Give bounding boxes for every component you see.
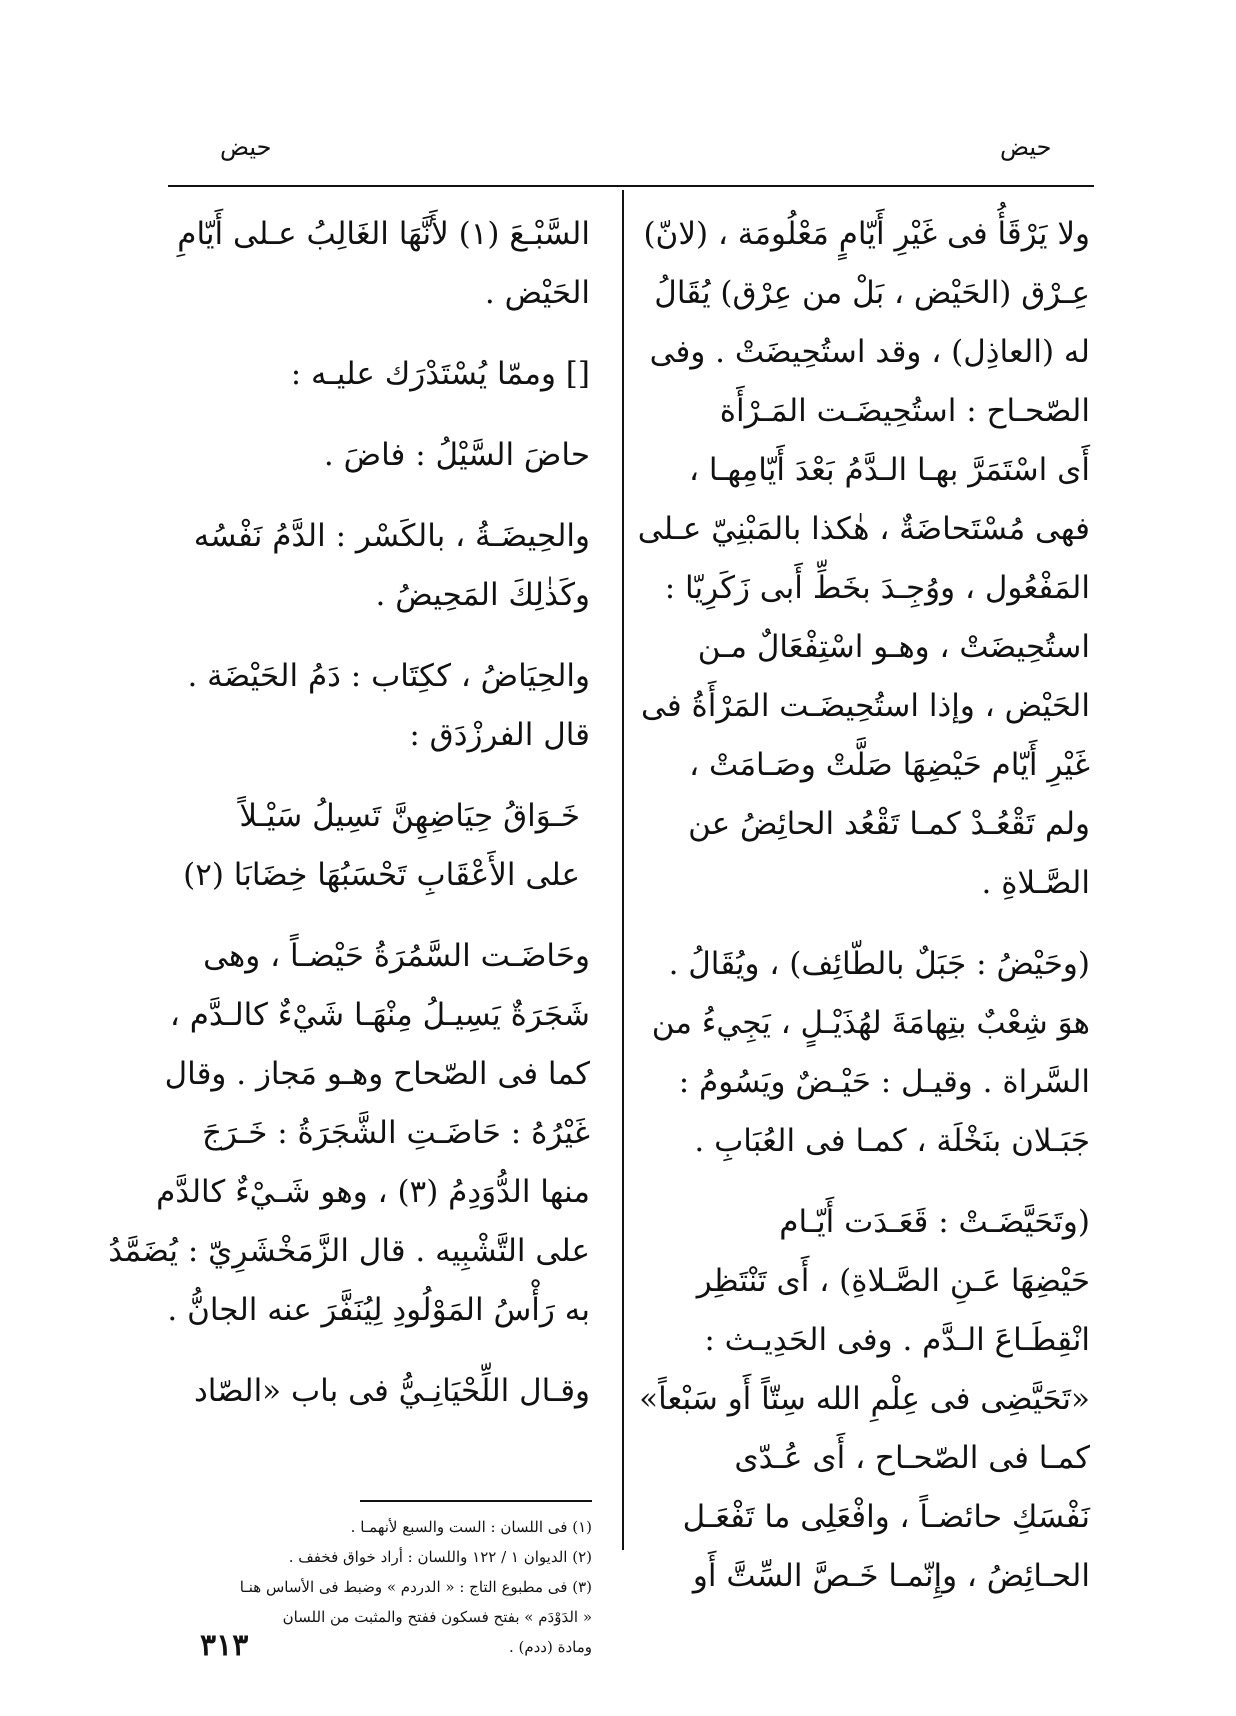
left-column bbox=[108, 205, 590, 1421]
text-line: له (العاذِل) ، وقد استُحِيضَتْ . وفى bbox=[649, 334, 1090, 370]
text-line: والحِيضَـةُ ، بالكَسْر : الدَّمُ نَفْسُه bbox=[193, 518, 590, 554]
text-line: كمـا فى الصّحـاح ، أَى عُـدّى bbox=[734, 1440, 1090, 1476]
poem-verse: خَـوَاقُ حِيَاضِهِنَّ تَسِيلُ سَيْـلاً bbox=[239, 798, 580, 834]
text-line: (وتَحَيَّضَـتْ : قَعَـدَت أَيّـام bbox=[779, 1204, 1090, 1240]
footnote: ومادة (ددم) . bbox=[508, 1638, 592, 1656]
text-line: منها الدُّوَدِمُ (٣) ، وهو شَـيْءٌ كالدَّم bbox=[156, 1174, 590, 1210]
footnote: (٣) فى مطبوع التاج : « الدردم » وضبط فى الأساس هنـا bbox=[239, 1578, 592, 1596]
footnote: (٢) الديوان ١ / ١٢٢ واللسان : أراد خواق فخفف . bbox=[288, 1548, 592, 1566]
text-line: والحِيَاضُ ، ككِتَاب : دَمُ الحَيْضَة . bbox=[187, 658, 590, 694]
text-line: هوَ شِعْبٌ بتِهامَةَ لهُذَيْـلٍ ، يَجِيءُ من bbox=[651, 1005, 1090, 1041]
text-line: الحَيْض ، وإذا استُحِيضَـت المَرْأَةُ فى bbox=[641, 688, 1090, 724]
footnotes bbox=[200, 1512, 592, 1662]
text-line: «تَحَيَّضِى فى عِلْمِ الله سِتّاً أَو سَبْعاً» bbox=[639, 1381, 1090, 1417]
right-column bbox=[637, 205, 1090, 1606]
text-line: جَبَـلان بنَخْلَة ، كمـا فى العُبَابِ . bbox=[694, 1123, 1090, 1159]
text-line: نَفْسَكِ حائضـاً ، وافْعَلِى ما تَفْعَـل bbox=[682, 1499, 1090, 1535]
text-line: غَيْرُهُ : حَاضَـتِ الشَّجَرَةُ : خَـرَجَ bbox=[202, 1115, 590, 1151]
footnote: « الدَوْدَم » بفتح فسكون ففتح والمثبت من اللسان bbox=[282, 1608, 592, 1626]
running-head-right: حيض bbox=[1000, 133, 1052, 161]
text-line: الحـائِضُ ، وإِنّمـا خَـصَّ السِّتَّ أَو bbox=[692, 1558, 1090, 1594]
text-line: المَفْعُول ، ووُجِـدَ بخَطِّ أَبى زَكَرِيّا : bbox=[664, 570, 1090, 606]
text-line: وقـال اللِّحْيَانِـيُّ فى باب «الصّاد bbox=[193, 1373, 590, 1409]
text-line: استُحِيضَتْ ، وهـو اسْتِفْعَالٌ مـن bbox=[697, 629, 1090, 665]
text-line: ولم تَقْعُـدْ كمـا تَقْعُد الحائِضُ عن bbox=[688, 806, 1090, 842]
text-line: (وحَيْضُ : جَبَلٌ بالطّائِف) ، ويُقَالُ . bbox=[668, 946, 1090, 982]
running-head-left: حيض bbox=[220, 133, 272, 161]
text-line: [] وممّا يُسْتَدْرَك عليـه : bbox=[290, 356, 590, 392]
text-line: عِـرْق (الحَيْض ، بَلْ من عِرْق) يُقَالُ bbox=[654, 275, 1090, 311]
text-line: قال الفرزْدَق : bbox=[409, 717, 590, 753]
text-line: انْقِطَـاعَ الـدَّم . وفى الحَدِيـث : bbox=[704, 1322, 1090, 1358]
footnote: (١) فى اللسان : الست والسبع لأنهمـا . bbox=[350, 1518, 592, 1536]
footnote-rule bbox=[360, 1500, 592, 1502]
column-divider bbox=[622, 190, 624, 1550]
text-line: فهى مُسْتَحاضَةٌ ، هٰكذا بالمَبْنِيّ عـلى bbox=[637, 511, 1090, 547]
text-line: أَى اسْتَمَرَّ بهـا الـدَّمُ بَعْدَ أَيّامِهـا ، bbox=[689, 452, 1090, 488]
text-line: شَجَرَةٌ يَسِيـلُ مِنْهَـا شَيْءٌ كالـدَّم ، bbox=[169, 997, 590, 1033]
text-line: الصَّـلاةِ . bbox=[981, 865, 1090, 901]
text-line: السَّبْـعَ (١) لأَنَّهَا الغَالِبُ عـلى أَيّامِ bbox=[177, 216, 590, 252]
text-line: كما فى الصّحاح وهـو مَجاز . وقال bbox=[164, 1056, 590, 1092]
text-line: حاضَ السَّيْلُ : فاضَ . bbox=[323, 437, 590, 473]
poem-verse: على الأَعْقَابِ تَحْسَبُهَا خِضَابَا (٢) bbox=[183, 857, 580, 893]
text-line: غَيْرِ أَيّام حَيْضِهَا صَلَّتْ وصَـامَتْ ، bbox=[689, 747, 1090, 783]
text-line: به رَأْسُ المَوْلُودِ لِيُنَفَّرَ عنه الجانُّ . bbox=[167, 1292, 590, 1328]
text-line: ولا يَرْقَأُ فى غَيْرِ أَيّامٍ مَعْلُومَة ، (لانّ) bbox=[643, 216, 1090, 252]
text-line: الحَيْض . bbox=[484, 275, 590, 311]
header-rule bbox=[168, 185, 1094, 187]
text-line: وحَاضَـت السَّمُرَةُ حَيْضـاً ، وهى bbox=[203, 938, 590, 974]
page-number: ٣١٣ bbox=[200, 1628, 249, 1663]
text-line: السَّراة . وقيـل : حَيْـضٌ ويَسُومُ : bbox=[678, 1064, 1090, 1100]
text-line: على التَّشْبِيه . قال الزَّمَخْشَرِيّ : يُضَمَّدُ bbox=[108, 1233, 590, 1269]
text-line: وكَذٰلِكَ المَحِيضُ . bbox=[375, 577, 590, 613]
text-line: حَيْضِهَا عَـنِ الصَّـلاةِ) ، أَى تَنْتَظِر bbox=[696, 1263, 1090, 1299]
text-line: الصّحـاح : استُحِيضَـت المَـرْأَة bbox=[719, 393, 1090, 429]
